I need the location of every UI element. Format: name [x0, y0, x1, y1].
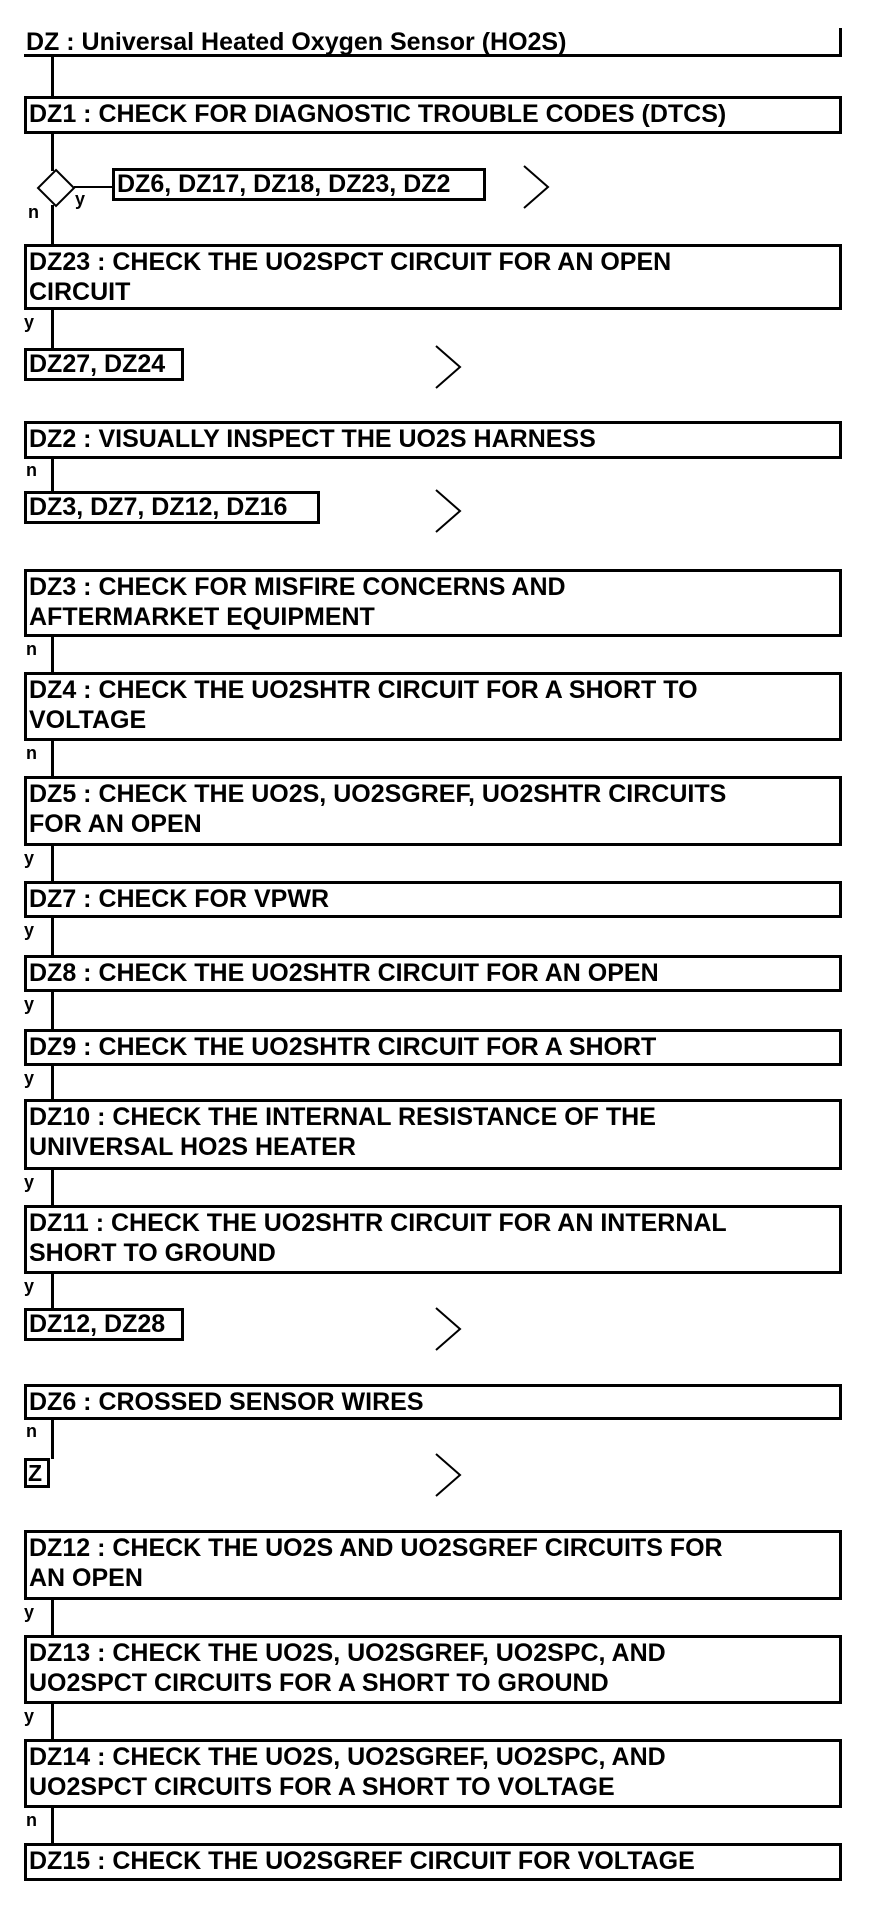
connector-dz12-dz13: [51, 1599, 54, 1635]
connector-dz5-dz7: [51, 845, 54, 881]
dz12-yes-label: y: [24, 1602, 35, 1622]
dz3-no-label: n: [26, 639, 37, 659]
dz4-no-label: n: [26, 743, 37, 763]
connector-dz3-dz4: [51, 636, 54, 672]
dz23-ref-box[interactable]: DZ27, DZ24: [24, 348, 184, 381]
connector-dz9-dz10: [51, 1065, 54, 1099]
step-dz1[interactable]: DZ1 : CHECK FOR DIAGNOSTIC TROUBLE CODES (DTCS): [24, 96, 842, 134]
diagram-title: DZ : Universal Heated Oxygen Sensor (HO2S): [26, 28, 567, 56]
dz2-ref-box[interactable]: DZ3, DZ7, DZ12, DZ16: [24, 491, 320, 524]
dz11-ref-box[interactable]: DZ12, DZ28: [24, 1308, 184, 1341]
decision-ref-box[interactable]: DZ6, DZ17, DZ18, DZ23, DZ2: [112, 168, 486, 201]
connector-title-dz1: [51, 57, 54, 97]
decision-yes-branch: [74, 186, 112, 188]
title-right-edge: [839, 28, 842, 57]
decision-yes-label: y: [75, 189, 86, 209]
connector-dz2-ref: [51, 458, 54, 492]
connector-dz23-ref: [51, 309, 54, 349]
step-dz3[interactable]: DZ3 : CHECK FOR MISFIRE CONCERNS AND AFTERMARKET EQUIPMENT: [24, 569, 842, 637]
dz11-yes-label: y: [24, 1276, 35, 1296]
connector-dz6-ref: [51, 1419, 54, 1459]
decision-diamond-icon: [36, 168, 76, 208]
step-dz4[interactable]: DZ4 : CHECK THE UO2SHTR CIRCUIT FOR A SHORT TO VOLTAGE: [24, 672, 842, 741]
connector-decision-dz23: [51, 205, 54, 245]
chevron-right-icon[interactable]: [434, 344, 464, 390]
connector-dz4-dz5: [51, 740, 54, 776]
step-dz6[interactable]: DZ6 : CROSSED SENSOR WIRES: [24, 1384, 842, 1420]
step-dz9[interactable]: DZ9 : CHECK THE UO2SHTR CIRCUIT FOR A SHORT: [24, 1029, 842, 1066]
dz2-no-label: n: [26, 460, 37, 480]
step-dz23[interactable]: DZ23 : CHECK THE UO2SPCT CIRCUIT FOR AN OPEN CIRCUIT: [24, 244, 842, 310]
decision-no-label: n: [28, 202, 39, 222]
connector-dz11-ref: [51, 1273, 54, 1309]
connector-dz8-dz9: [51, 991, 54, 1029]
dz6-ref-box[interactable]: Z: [24, 1458, 50, 1488]
step-dz7[interactable]: DZ7 : CHECK FOR VPWR: [24, 881, 842, 918]
dz10-yes-label: y: [24, 1172, 35, 1192]
step-dz14[interactable]: DZ14 : CHECK THE UO2S, UO2SGREF, UO2SPC, AND UO2SPCT CIRCUITS FOR A SHORT TO VOLTAGE: [24, 1739, 842, 1808]
chevron-right-icon[interactable]: [434, 488, 464, 534]
dz9-yes-label: y: [24, 1068, 35, 1088]
step-dz2[interactable]: DZ2 : VISUALLY INSPECT THE UO2S HARNESS: [24, 421, 842, 459]
chevron-right-icon[interactable]: [434, 1306, 464, 1352]
dz5-yes-label: y: [24, 848, 35, 868]
step-dz12[interactable]: DZ12 : CHECK THE UO2S AND UO2SGREF CIRCUITS FOR AN OPEN: [24, 1530, 842, 1600]
dz14-no-label: n: [26, 1810, 37, 1830]
step-dz13[interactable]: DZ13 : CHECK THE UO2S, UO2SGREF, UO2SPC, AND UO2SPCT CIRCUITS FOR A SHORT TO GROUND: [24, 1635, 842, 1704]
step-dz10[interactable]: DZ10 : CHECK THE INTERNAL RESISTANCE OF THE UNIVERSAL HO2S HEATER: [24, 1099, 842, 1170]
connector-dz14-dz15: [51, 1807, 54, 1843]
chevron-right-icon[interactable]: [522, 164, 552, 210]
dz13-yes-label: y: [24, 1706, 35, 1726]
dz8-yes-label: y: [24, 994, 35, 1014]
chevron-right-icon[interactable]: [434, 1452, 464, 1498]
step-dz11[interactable]: DZ11 : CHECK THE UO2SHTR CIRCUIT FOR AN INTERNAL SHORT TO GROUND: [24, 1205, 842, 1274]
step-dz15[interactable]: DZ15 : CHECK THE UO2SGREF CIRCUIT FOR VOLTAGE: [24, 1843, 842, 1881]
connector-dz13-dz14: [51, 1703, 54, 1739]
connector-dz7-dz8: [51, 917, 54, 955]
step-dz5[interactable]: DZ5 : CHECK THE UO2S, UO2SGREF, UO2SHTR CIRCUITS FOR AN OPEN: [24, 776, 842, 846]
dz23-yes-label: y: [24, 312, 35, 332]
connector-dz10-dz11: [51, 1169, 54, 1205]
connector-dz1-decision: [51, 133, 54, 171]
dz6-no-label: n: [26, 1421, 37, 1441]
step-dz8[interactable]: DZ8 : CHECK THE UO2SHTR CIRCUIT FOR AN OPEN: [24, 955, 842, 992]
dz7-yes-label: y: [24, 920, 35, 940]
